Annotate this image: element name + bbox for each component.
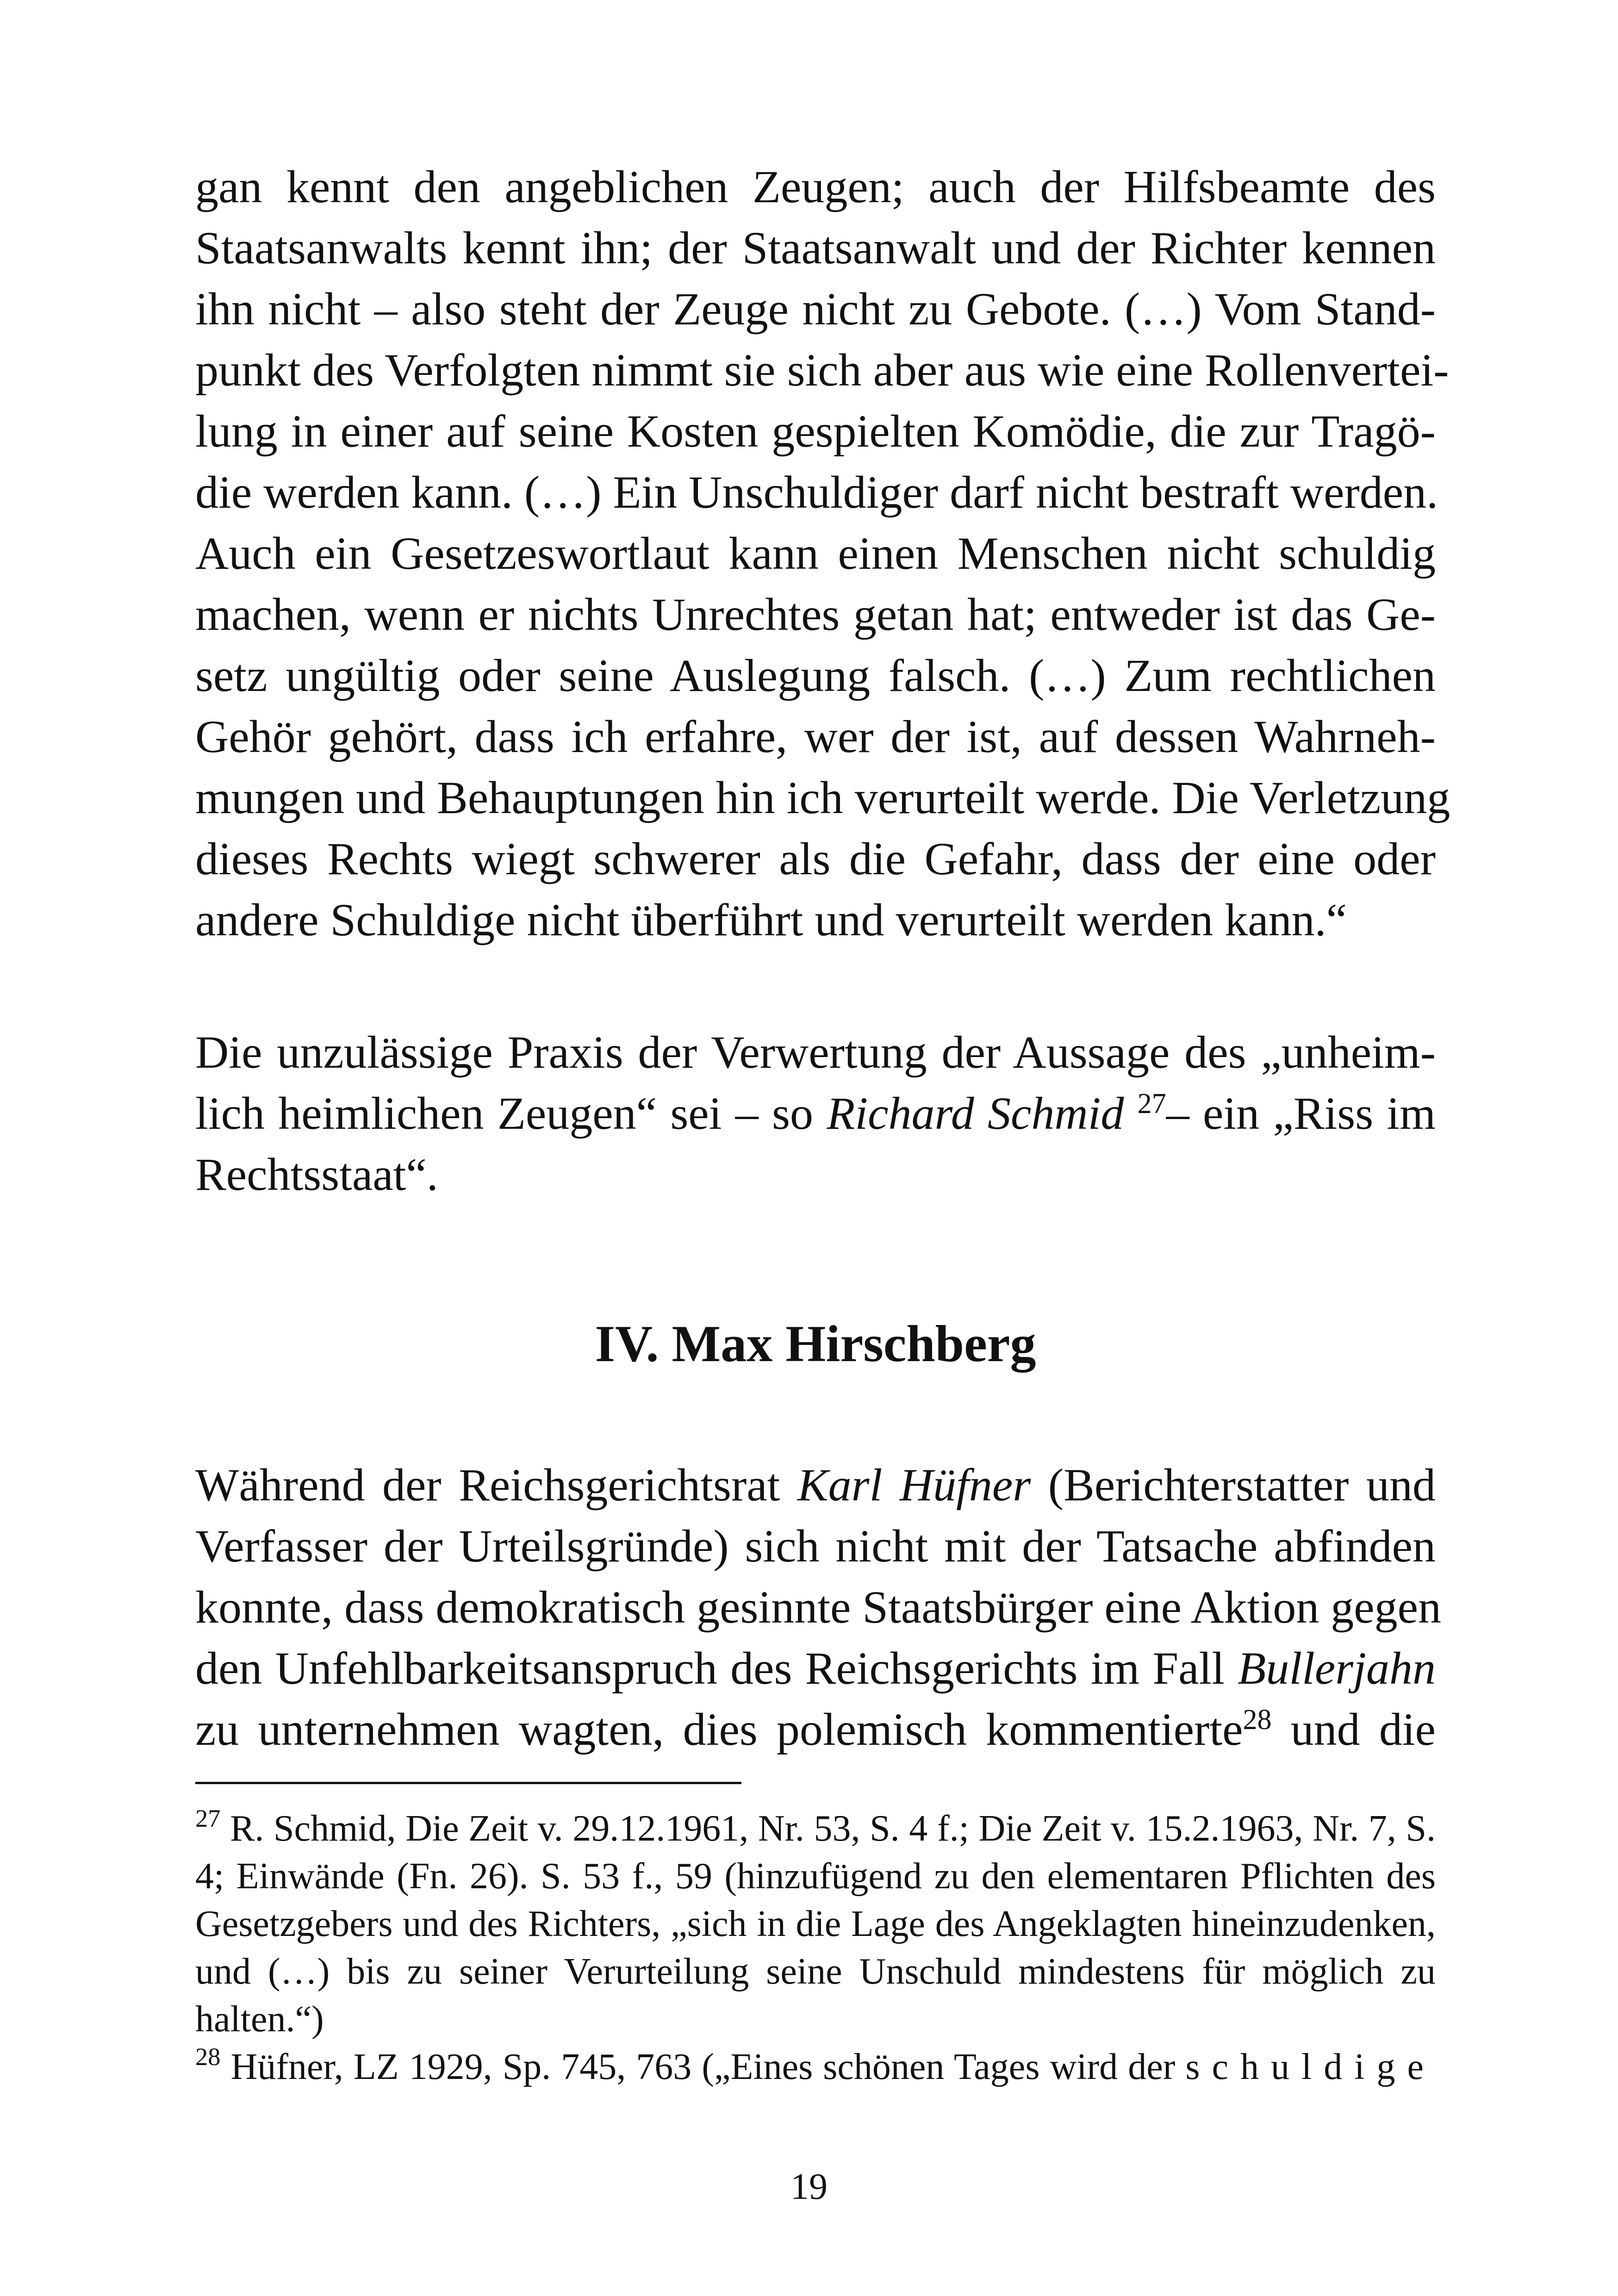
text-span: Hüfner, LZ 1929, Sp. 745, 763 („Eines schönen Tages wird der — [220, 2047, 1186, 2087]
footnote-line: 4; Einwände (Fn. 26). S. 53 f., 59 (hinzufügend zu den elementaren Pflichten des — [195, 1856, 1436, 1897]
footnote-number: 28 — [195, 2043, 221, 2071]
text-line: Die unzulässige Praxis der Verwertung der Aussage des „unheim- — [195, 1027, 1436, 1078]
text-line: Staatsanwalts kennt ihn; der Staatsanwalt und der Richter kennen — [195, 222, 1436, 274]
text-line: Auch ein Gesetzeswortlaut kann einen Menschen nicht schuldig — [195, 528, 1436, 579]
schmid-paragraph — [195, 1022, 1436, 1205]
judge-name: Karl Hüfner — [797, 1459, 1031, 1511]
text-span: – ein „Riss im — [1166, 1088, 1436, 1139]
text-span: (Berichterstatter und — [1031, 1459, 1436, 1511]
page-number: 19 — [790, 2166, 828, 2207]
text-line: lung in einer auf seine Kosten gespielten Komödie, die zur Tragö- — [195, 405, 1436, 457]
text-line — [195, 1638, 1436, 1699]
text-span: R. Schmid, Die Zeit v. 29.12.1961, Nr. 53, S. 4 f.; Die Zeit v. 15.2.1963, Nr. 7, S. — [220, 1808, 1436, 1849]
text-line: andere Schuldige nicht überführt und verurteilt werden kann.“ — [195, 894, 1347, 946]
footnote-ref-28[interactable]: 28 — [1243, 1704, 1272, 1736]
quote-paragraph — [195, 156, 1450, 951]
case-name: Bullerjahn — [1238, 1643, 1436, 1694]
text-span: lich heimlichen Zeugen“ sei – so — [195, 1088, 827, 1139]
hirschberg-paragraph — [195, 1455, 1441, 1760]
footnote-line: halten.“) — [195, 1999, 324, 2040]
text-line: gan kennt den angeblichen Zeugen; auch der Hilfsbeamte des — [195, 161, 1436, 212]
text-line: Gehör gehört, dass ich erfahre, wer der ist, auf dessen Wahrneh- — [195, 711, 1436, 762]
text-line — [195, 1455, 1436, 1516]
footnote-28 — [195, 2043, 1436, 2091]
text-span: Während der Reichsgerichtsrat — [195, 1459, 797, 1511]
text-line: machen, wenn er nichts Unrechtes getan hat; entweder ist das Ge- — [195, 589, 1436, 640]
text-line: punkt des Verfolgten nimmt sie sich aber aus wie eine Rollenvertei- — [195, 344, 1449, 396]
footnote-separator — [195, 1782, 741, 1784]
spaced-word: schuldige — [1185, 2047, 1436, 2087]
text-line: konnte, dass demokratisch gesinnte Staatsbürger eine Aktion gegen — [195, 1581, 1441, 1633]
footnote-27 — [195, 1805, 1436, 1853]
footnote-line: Gesetzgebers und des Richters, „sich in die Lage des Angeklagten hineinzudenken, — [195, 1904, 1436, 1944]
section-heading: IV. Max Hirschberg — [595, 1315, 1036, 1373]
text-line: Verfasser der Urteilsgründe) sich nicht mit der Tatsache abfinden — [195, 1520, 1436, 1572]
text-span: den Unfehlbarkeitsanspruch des Reichsgerichts im Fall — [195, 1643, 1238, 1694]
footnotes — [195, 1805, 1436, 2091]
text-line — [195, 1083, 1436, 1144]
text-line: die werden kann. (…) Ein Unschuldiger darf nicht bestraft werden. — [195, 467, 1438, 518]
footnote-number: 27 — [195, 1804, 221, 1833]
text-line: setz ungültig oder seine Auslegung falsch. (…) Zum rechtlichen — [195, 650, 1436, 701]
text-line: mungen und Behauptungen hin ich verurteilt werde. Die Verletzung — [195, 772, 1450, 823]
text-line: ihn nicht – also steht der Zeuge nicht zu Gebote. (…) Vom Stand- — [195, 283, 1436, 335]
footnote-ref-27[interactable]: 27 — [1137, 1088, 1166, 1120]
text-span: zu unternehmen wagten, dies polemisch kommentierte — [195, 1704, 1243, 1755]
text-line: Rechtsstaat“. — [195, 1149, 438, 1200]
text-line — [195, 1699, 1436, 1760]
author-name: Richard Schmid — [827, 1088, 1124, 1139]
text-span: und die — [1271, 1704, 1436, 1755]
text-line: dieses Rechts wiegt schwerer als die Gefahr, dass der eine oder — [195, 833, 1436, 884]
footnote-line: und (…) bis zu seiner Verurteilung seine Unschuld mindestens für möglich zu — [195, 1951, 1436, 1992]
